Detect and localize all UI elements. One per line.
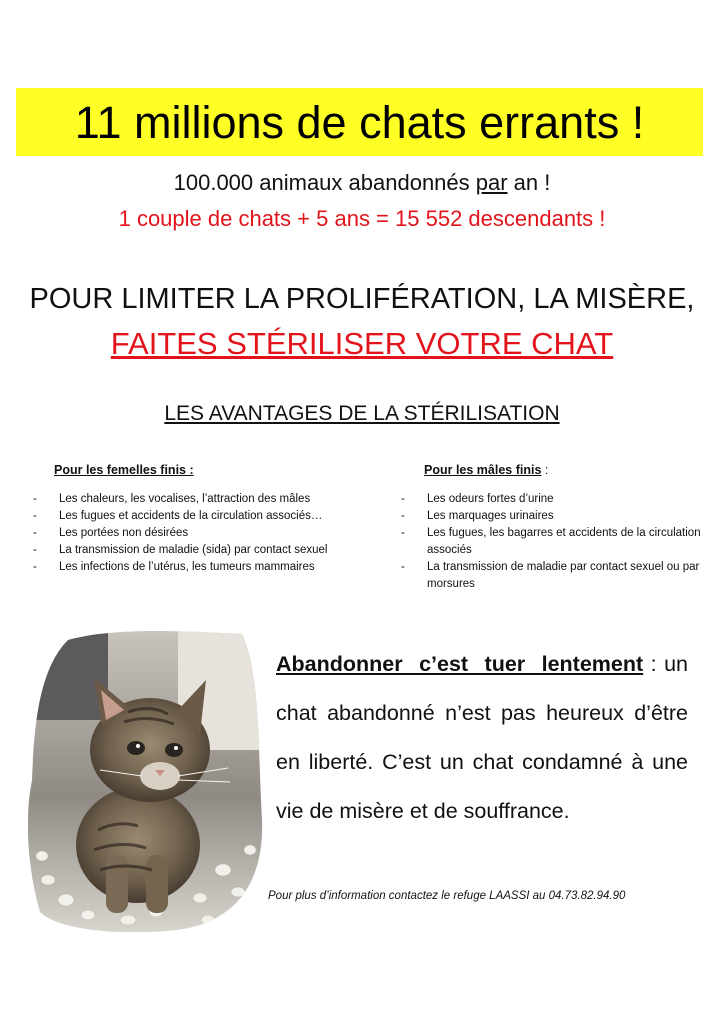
headline-banner: [16, 88, 703, 156]
males-column: [398, 462, 708, 593]
kitten-photo: [28, 630, 264, 932]
abandon-quote: [276, 640, 688, 836]
females-column: [30, 462, 360, 576]
list-item: - Les odeurs fortes d’urine: [398, 491, 708, 508]
section-title: LES AVANTAGES DE LA STÉRILISATION: [164, 402, 560, 425]
descendants-stat: 1 couple de chats + 5 ans = 15 552 descendants !: [118, 206, 606, 231]
quote-body: : un chat abandonné n’est pas heureux d’être en liberté. C’est un chat condamné à une vie de misère et de souffrance.: [276, 652, 688, 823]
list-item: - Les chaleurs, les vocalises, l’attraction des mâles: [30, 491, 360, 508]
females-heading: Pour les femelles finis :: [54, 463, 194, 477]
contact-line: Pour plus d’information contactez le refuge LAASSI au 04.73.82.94.90: [268, 890, 626, 902]
quote-lead: Abandonner c’est tuer lentement: [276, 652, 644, 676]
list-item: - Les infections de l’utérus, les tumeurs mammaires: [30, 559, 360, 576]
kitten-illustration: [28, 630, 264, 932]
abandon-stat-part1: 100.000 animaux abandonnés: [173, 170, 476, 195]
list-item: - La transmission de maladie (sida) par contact sexuel: [30, 542, 360, 559]
list-item: - Les portées non désirées: [30, 525, 360, 542]
males-list: [398, 491, 708, 593]
females-list: [30, 491, 360, 576]
slogan-line-1: POUR LIMITER LA PROLIFÉRATION, LA MISÈRE,: [29, 283, 695, 315]
headline-text: 11 millions de chats errants !: [74, 96, 645, 148]
list-item: - La transmission de maladie par contact sexuel ou par morsures: [398, 559, 708, 593]
abandon-stat-part2: an !: [507, 170, 551, 195]
list-item: - Les fugues, les bagarres et accidents de la circulation associés: [398, 525, 708, 559]
males-heading: Pour les mâles finis :: [424, 463, 549, 477]
abandon-stat-underlined: par: [475, 170, 508, 195]
abandon-stat: [0, 170, 724, 196]
slogan-line-2: FAITES STÉRILISER VOTRE CHAT: [110, 326, 614, 361]
list-item: - Les marquages urinaires: [398, 508, 708, 525]
list-item: - Les fugues et accidents de la circulation associés…: [30, 508, 360, 525]
